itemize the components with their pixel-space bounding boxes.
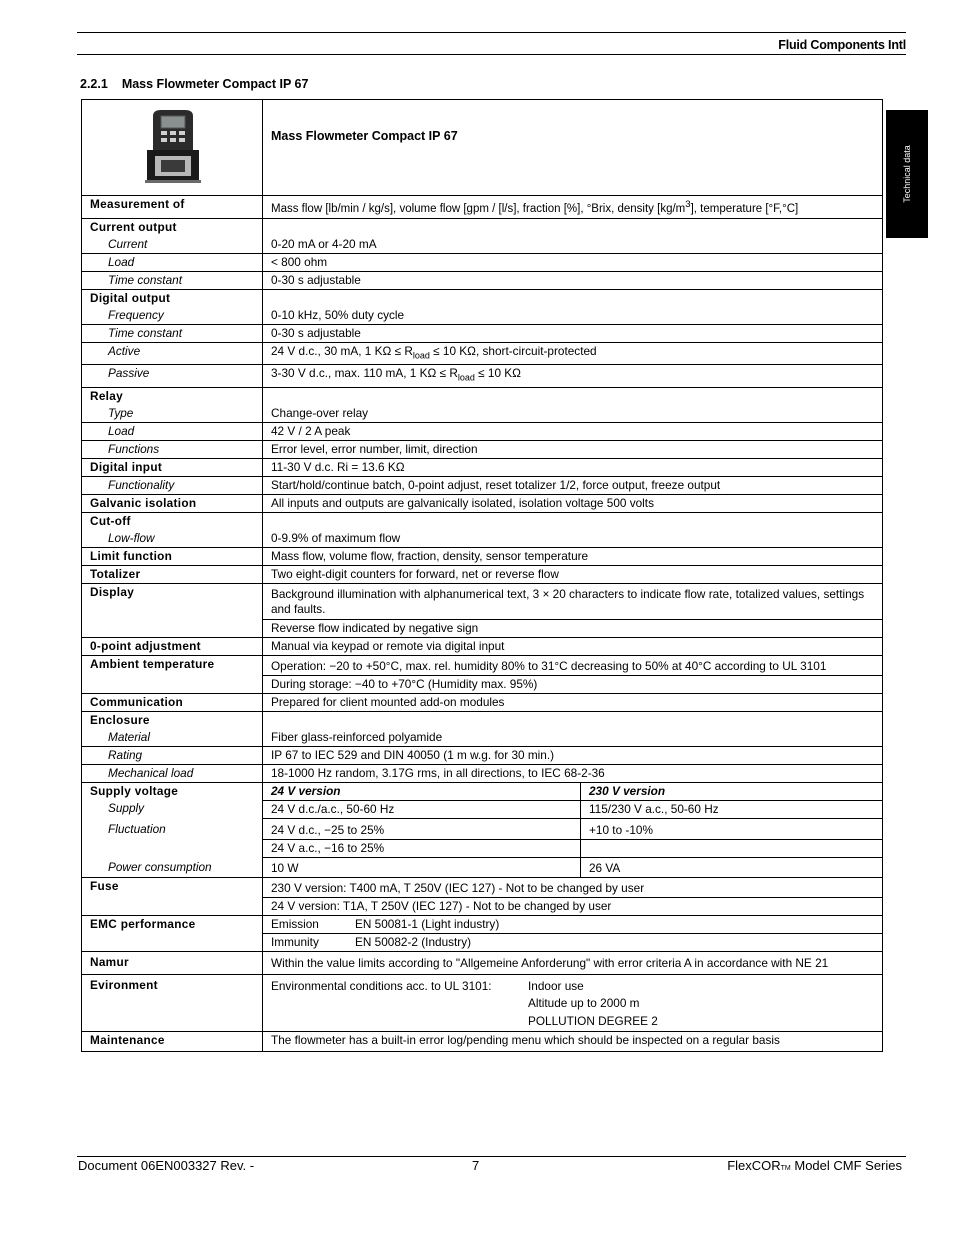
frequency-label: Frequency [82, 307, 263, 325]
section-title: Mass Flowmeter Compact IP 67 [121, 77, 309, 91]
trademark: TM [780, 1165, 791, 1172]
power-consumption-label: Power consumption [82, 857, 263, 877]
emission-value: EN 50081-1 (Light industry) [355, 916, 500, 931]
namur-label: Namur [82, 951, 263, 974]
environment-value [263, 974, 883, 1032]
relay-type-label: Type [82, 405, 263, 423]
relay-label: Relay [82, 387, 263, 405]
supply-label: Supply [82, 800, 263, 818]
material-label: Material [82, 729, 263, 747]
header-rule-top [77, 32, 906, 33]
emission-label: Emission [271, 916, 319, 931]
fluct-24v-ac: 24 V a.c., −16 to 25% [263, 839, 581, 857]
communication-label: Communication [82, 693, 263, 711]
supply-230v: 115/230 V a.c., 50-60 Hz [581, 800, 883, 818]
ambient-value-2: During storage: −40 to +70°C (Humidity max. 95%) [263, 675, 883, 693]
power-24v: 10 W [263, 857, 581, 877]
relay-functions-label: Functions [82, 440, 263, 458]
limit-value: Mass flow, volume flow, fraction, density, sensor temperature [263, 547, 883, 565]
fuse-value-1: 230 V version: T400 mA, T 250V (IEC 127) - Not to be changed by user [263, 877, 883, 897]
material-value: Fiber glass-reinforced polyamide [263, 729, 883, 747]
digital-input-label: Digital input [82, 458, 263, 476]
digital-input-value: 11-30 V d.c. Ri = 13.6 KΩ [263, 458, 883, 476]
company-name: Fluid Components Intl [778, 38, 906, 52]
enclosure-label: Enclosure [82, 711, 263, 729]
low-flow-label: Low-flow [82, 530, 263, 548]
environment-line-1: Indoor use [528, 978, 584, 993]
environment-line-3: POLLUTION DEGREE 2 [528, 1013, 658, 1028]
flowmeter-image [141, 108, 203, 184]
emission-row [263, 915, 883, 933]
current-value: 0-20 mA or 4-20 mA [263, 236, 883, 254]
display-value-1: Background illumination with alphanumerical text, 3 × 20 characters to indicate flow rate, totalized values, settings and faults. [263, 583, 883, 619]
time-constant-label: Time constant [82, 271, 263, 289]
rating-label: Rating [82, 746, 263, 764]
zero-point-value: Manual via keypad or remote via digital input [263, 637, 883, 655]
spec-table [81, 99, 883, 1052]
environment-line-2: Altitude up to 2000 m [528, 996, 640, 1011]
do-time-constant-value: 0-30 s adjustable [263, 324, 883, 342]
head-230v: 230 V version [581, 782, 883, 800]
technical-data-tab [886, 110, 928, 238]
display-label: Display [82, 583, 263, 637]
header-rule-bottom [77, 54, 906, 55]
product-image-cell [82, 100, 263, 196]
fluct-230v: +10 to -10% [581, 818, 883, 839]
digital-output-label: Digital output [82, 289, 263, 307]
table-title: Mass Flowmeter Compact IP 67 [263, 100, 883, 196]
head-24v: 24 V version [263, 782, 581, 800]
measurement-value: Mass flow [lb/min / kg/s], volume flow [gpm / [l/s], fraction [%], °Brix, density $[kg/m^3]$, temperature [°F,°C] [263, 196, 883, 219]
relay-functions-value: Error level, error number, limit, direction [263, 440, 883, 458]
sidetab-label: Technical data [902, 145, 912, 203]
ambient-value-1: Operation: −20 to +50°C, max. rel. humidity 80% to 31°C decreasing to 50% at 40°C according to UL 3101 [263, 655, 883, 675]
low-flow-value: 0-9.9% of maximum flow [263, 530, 883, 548]
totalizer-label: Totalizer [82, 565, 263, 583]
environment-label: Evironment [82, 974, 263, 1032]
mechanical-load-label: Mechanical load [82, 764, 263, 782]
relay-type-value: Change-over relay [263, 405, 883, 423]
galvanic-value: All inputs and outputs are galvanically isolated, isolation voltage 500 volts [263, 494, 883, 512]
communication-value: Prepared for client mounted add-on modules [263, 693, 883, 711]
rating-value: IP 67 to IEC 529 and DIN 40050 (1 m w.g. for 30 min.) [263, 746, 883, 764]
environment-lead: Environmental conditions acc. to UL 3101: [271, 978, 492, 993]
load-value: < 800 ohm [263, 253, 883, 271]
active-value: 24 V d.c., 30 mA, 1 $K\Omega \le R_{load} \le 10$ KΩ, short-circuit-protected [263, 342, 883, 364]
time-constant-value: 0-30 s adjustable [263, 271, 883, 289]
load-label: Load [82, 253, 263, 271]
limit-label: Limit function [82, 547, 263, 565]
passive-value: 3-30 V d.c., max. 110 mA, 1 $K\Omega \le R_{load} \le 10$ KΩ [263, 365, 883, 387]
fluct-24v-dc: 24 V d.c., −25 to 25% [263, 818, 581, 839]
footer-rule [77, 1156, 906, 1157]
footer-page: 7 [472, 1158, 480, 1173]
display-value-2: Reverse flow indicated by negative sign [263, 619, 883, 637]
immunity-row [263, 933, 883, 951]
zero-point-label: 0-point adjustment [82, 637, 263, 655]
series-name: Model CMF Series [790, 1158, 902, 1173]
product-name: FlexCOR [727, 1158, 781, 1173]
passive-label: Passive [82, 365, 263, 387]
immunity-value: EN 50082-2 (Industry) [355, 934, 472, 949]
fluctuation-label: Fluctuation [82, 818, 263, 839]
cutoff-label: Cut-off [82, 512, 263, 530]
functionality-value: Start/hold/continue batch, 0-point adjust, reset totalizer 1/2, force output, freeze output [263, 476, 883, 494]
active-label: Active [82, 342, 263, 364]
fuse-label: Fuse [82, 877, 263, 915]
functionality-label: Functionality [82, 476, 263, 494]
namur-value: Within the value limits according to "Allgemeine Anforderung" with error criteria A in accordance with NE 21 [263, 951, 883, 974]
footer-document: Document 06EN003327 Rev. - [78, 1158, 255, 1173]
supply-24v: 24 V d.c./a.c., 50-60 Hz [263, 800, 581, 818]
ambient-label: Ambient temperature [82, 655, 263, 693]
section-heading [80, 77, 308, 91]
totalizer-value: Two eight-digit counters for forward, net or reverse flow [263, 565, 883, 583]
maintenance-label: Maintenance [82, 1032, 263, 1052]
galvanic-label: Galvanic isolation [82, 494, 263, 512]
relay-load-label: Load [82, 422, 263, 440]
power-230v: 26 VA [581, 857, 883, 877]
fuse-value-2: 24 V version: T1A, T 250V (IEC 127) - Not to be changed by user [263, 897, 883, 915]
section-number: 2.2.1 [80, 77, 108, 91]
immunity-label: Immunity [271, 934, 319, 949]
frequency-value: 0-10 kHz, 50% duty cycle [263, 307, 883, 325]
do-time-constant-label: Time constant [82, 324, 263, 342]
mechanical-load-value: 18-1000 Hz random, 3.17G rms, in all directions, to IEC 68-2-36 [263, 764, 883, 782]
relay-load-value: 42 V / 2 A peak [263, 422, 883, 440]
supply-voltage-label: Supply voltage [82, 782, 263, 800]
current-label: Current [82, 236, 263, 254]
measurement-label: Measurement of [82, 196, 263, 219]
emc-label: EMC performance [82, 915, 263, 951]
maintenance-value: The flowmeter has a built-in error log/pending menu which should be inspected on a regular basis [263, 1032, 883, 1052]
current-output-label: Current output [82, 218, 263, 236]
footer-product [727, 1158, 902, 1173]
